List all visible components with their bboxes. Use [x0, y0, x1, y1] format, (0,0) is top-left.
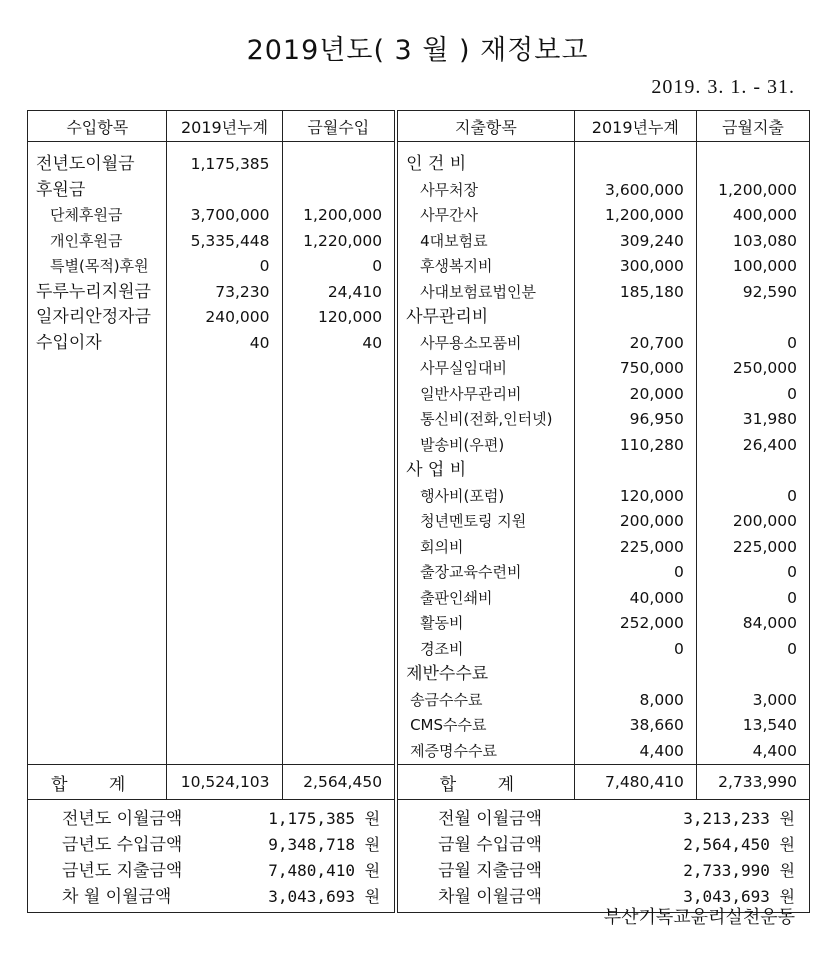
expense-item-cumulative	[575, 152, 696, 178]
expense-item-cumulative: 120,000	[619, 486, 684, 505]
expense-item-label: 사무실임대비	[420, 359, 508, 377]
summary-label: 전년도 이월금액	[62, 809, 183, 829]
expense-item-cumulative: 110,280	[619, 435, 684, 454]
total-expense-cum: 7,480,410	[574, 765, 696, 800]
expense-item-label: 사 업 비	[406, 460, 467, 480]
organization-name: 부산기독교윤리실천운동	[603, 907, 795, 928]
expense-item-cumulative: 20,000	[629, 384, 684, 403]
expense-item-label: 인 건 비	[406, 154, 467, 174]
summary-line	[398, 858, 809, 884]
income-item-monthly	[283, 178, 395, 204]
income-item-cumulative	[167, 178, 281, 204]
income-item-label: 전년도이월금	[36, 154, 135, 174]
header-income-month: 금월수입	[282, 111, 396, 142]
expense-item-cumulative: 750,000	[619, 359, 684, 377]
summary-line	[398, 806, 809, 832]
income-item-cumulative: 5,335,448	[190, 231, 270, 250]
expense-item-label: 사무처장	[420, 180, 479, 199]
expense-item-cumulative	[575, 305, 696, 331]
expense-item-cumulative	[575, 458, 696, 484]
header-income-cum: 2019년누계	[167, 111, 282, 142]
expense-item-label: CMS수수료	[410, 716, 487, 734]
summary-amount: 1,175,385 원	[268, 809, 381, 828]
total-income-cum: 10,524,103	[167, 765, 282, 800]
income-item-cumulative: 73,230	[215, 282, 270, 301]
expense-item-monthly: 0	[787, 563, 797, 581]
summary-label: 차월 이월금액	[438, 887, 542, 907]
expense-item-label: 송금수수료	[410, 690, 483, 709]
summary-amount: 3,043,693 원	[268, 887, 381, 906]
summary-amount: 2,733,990 원	[683, 861, 795, 880]
summary-label: 금월 지출금액	[438, 861, 542, 881]
expense-item-cumulative: 200,000	[619, 512, 684, 530]
expense-item-cumulative: 96,950	[629, 410, 684, 428]
expense-item-monthly: 4,400	[752, 741, 797, 760]
summary-line	[28, 806, 394, 832]
expense-item-monthly: 0	[787, 486, 797, 505]
total-expense-month: 2,733,990	[696, 765, 809, 800]
summary-right	[396, 800, 809, 913]
expense-item-label: 제반수수료	[406, 664, 489, 684]
total-income-month: 2,564,450	[282, 765, 396, 800]
summary-amount: 9,348,718 원	[268, 835, 381, 854]
expense-item-monthly: 103,080	[732, 231, 797, 250]
expense-item-label: 일반사무관리비	[420, 384, 522, 403]
expense-item-cumulative: 300,000	[619, 257, 684, 275]
expense-item-cumulative: 8,000	[639, 690, 684, 709]
expense-item-label: 사무간사	[420, 206, 479, 224]
income-monthly	[282, 142, 396, 765]
summary-line	[28, 858, 394, 884]
expense-item-monthly: 0	[787, 588, 797, 607]
header-expense-item: 지출항목	[396, 111, 574, 142]
expense-item-monthly: 26,400	[742, 435, 797, 454]
report-period: 2019. 3. 1. - 31.	[651, 76, 795, 98]
total-row	[28, 765, 810, 800]
summary-label: 차 월 이월금액	[62, 887, 172, 907]
expense-item-cumulative: 252,000	[619, 614, 684, 632]
summary-label: 금월 수입금액	[438, 835, 542, 855]
income-item-label: 후원금	[36, 179, 86, 200]
expense-item-monthly: 100,000	[732, 257, 797, 275]
expense-item-label: 후생복지비	[420, 257, 493, 275]
income-item-monthly: 24,410	[327, 282, 383, 301]
expense-item-monthly: 1,200,000	[718, 180, 797, 199]
income-item-label: 두루누리지원금	[36, 281, 151, 302]
expense-item-monthly: 92,590	[742, 282, 797, 301]
income-item-monthly: 120,000	[317, 308, 383, 326]
summary-amount: 3,213,233 원	[683, 809, 795, 828]
expense-item-monthly: 0	[787, 333, 797, 352]
expense-item-label: 사무용소모품비	[420, 333, 522, 352]
income-item-monthly	[283, 152, 395, 178]
summary-left	[28, 800, 397, 913]
header-row	[28, 111, 810, 142]
expense-item-monthly	[697, 458, 809, 484]
expense-item-label: 제증명수수료	[410, 741, 498, 760]
expense-item-cumulative: 4,400	[639, 741, 684, 760]
expense-item-label: 출판인쇄비	[420, 588, 493, 607]
expense-item-cumulative: 3,600,000	[605, 180, 684, 199]
expense-item-label: 통신비(전화,인터넷)	[420, 410, 553, 428]
expense-item-label: 행사비(포럼)	[420, 486, 505, 505]
expense-item-monthly: 84,000	[742, 614, 797, 632]
expense-item-label: 출장교육수련비	[420, 563, 522, 581]
expense-item-label: 사무관리비	[406, 307, 489, 327]
expense-item-label: 회의비	[420, 537, 464, 556]
income-item-cumulative: 1,175,385	[190, 155, 270, 173]
income-labels	[28, 142, 167, 765]
expense-item-cumulative: 20,700	[629, 333, 684, 352]
income-item-monthly: 1,200,000	[303, 206, 383, 224]
expense-item-monthly: 200,000	[732, 512, 797, 530]
expense-item-label: 활동비	[420, 614, 464, 632]
expense-item-cumulative: 0	[674, 639, 684, 658]
expense-cumulative	[574, 142, 696, 765]
expense-item-label: 발송비(우편)	[420, 435, 505, 454]
expense-item-cumulative: 0	[674, 563, 684, 581]
expense-item-cumulative: 40,000	[629, 588, 684, 607]
income-item-label: 특별(목적)후원	[50, 257, 149, 275]
expense-item-cumulative: 38,660	[629, 716, 684, 734]
header-expense-month: 금월지출	[696, 111, 809, 142]
expense-labels	[396, 142, 574, 765]
summary-row	[28, 800, 810, 913]
income-item-label: 단체후원금	[50, 206, 123, 224]
income-item-cumulative: 240,000	[205, 308, 270, 326]
expense-item-label: 사대보험료법인분	[420, 282, 536, 301]
expense-item-label: 4대보험료	[420, 231, 488, 250]
expense-item-monthly: 0	[787, 384, 797, 403]
expense-item-monthly: 250,000	[732, 359, 797, 377]
summary-amount: 3,043,693 원	[683, 887, 795, 906]
report-title: 2019년도( 3 월 ) 재정보고	[246, 35, 589, 66]
summary-label: 금년도 수입금액	[62, 835, 183, 855]
summary-label: 전월 이월금액	[438, 809, 542, 829]
income-item-cumulative: 40	[249, 333, 270, 352]
summary-line	[28, 884, 394, 910]
summary-line	[28, 832, 394, 858]
expense-item-monthly: 0	[787, 639, 797, 658]
header-income-item: 수입항목	[28, 111, 167, 142]
summary-label: 금년도 지출금액	[62, 861, 183, 881]
expense-item-cumulative: 1,200,000	[605, 206, 684, 224]
income-cumulative	[167, 142, 282, 765]
income-item-label: 일자리안정자금	[36, 307, 151, 327]
summary-amount: 2,564,450 원	[683, 835, 795, 854]
summary-amount: 7,480,410 원	[268, 861, 381, 880]
expense-item-monthly: 400,000	[732, 206, 797, 224]
expense-item-monthly: 3,000	[752, 690, 797, 709]
total-expense-label: 합 계	[396, 765, 574, 800]
expense-item-label: 경조비	[420, 639, 464, 658]
income-item-cumulative: 3,700,000	[190, 206, 270, 224]
income-item-monthly: 1,220,000	[303, 231, 383, 250]
expense-item-cumulative: 225,000	[619, 537, 684, 556]
expense-item-cumulative: 185,180	[619, 282, 684, 301]
expense-monthly	[696, 142, 809, 765]
header-expense-cum: 2019년누계	[574, 111, 696, 142]
income-item-label: 수입이자	[36, 332, 102, 353]
expense-item-monthly	[697, 152, 809, 178]
income-item-cumulative: 0	[259, 257, 270, 275]
income-item-monthly: 0	[372, 257, 383, 275]
income-item-monthly: 40	[362, 333, 383, 352]
income-item-label: 개인후원금	[50, 231, 123, 250]
summary-line	[398, 832, 809, 858]
expense-item-cumulative	[575, 662, 696, 688]
expense-item-monthly: 225,000	[732, 537, 797, 556]
expense-item-label: 청년멘토링 지원	[420, 512, 527, 530]
total-income-label: 합 계	[28, 765, 167, 800]
expense-item-cumulative: 309,240	[619, 231, 684, 250]
expense-item-monthly: 31,980	[742, 410, 797, 428]
expense-item-monthly	[697, 662, 809, 688]
expense-item-monthly	[697, 305, 809, 331]
finance-table	[27, 110, 810, 913]
body-row	[28, 142, 810, 765]
expense-item-monthly: 13,540	[742, 716, 797, 734]
